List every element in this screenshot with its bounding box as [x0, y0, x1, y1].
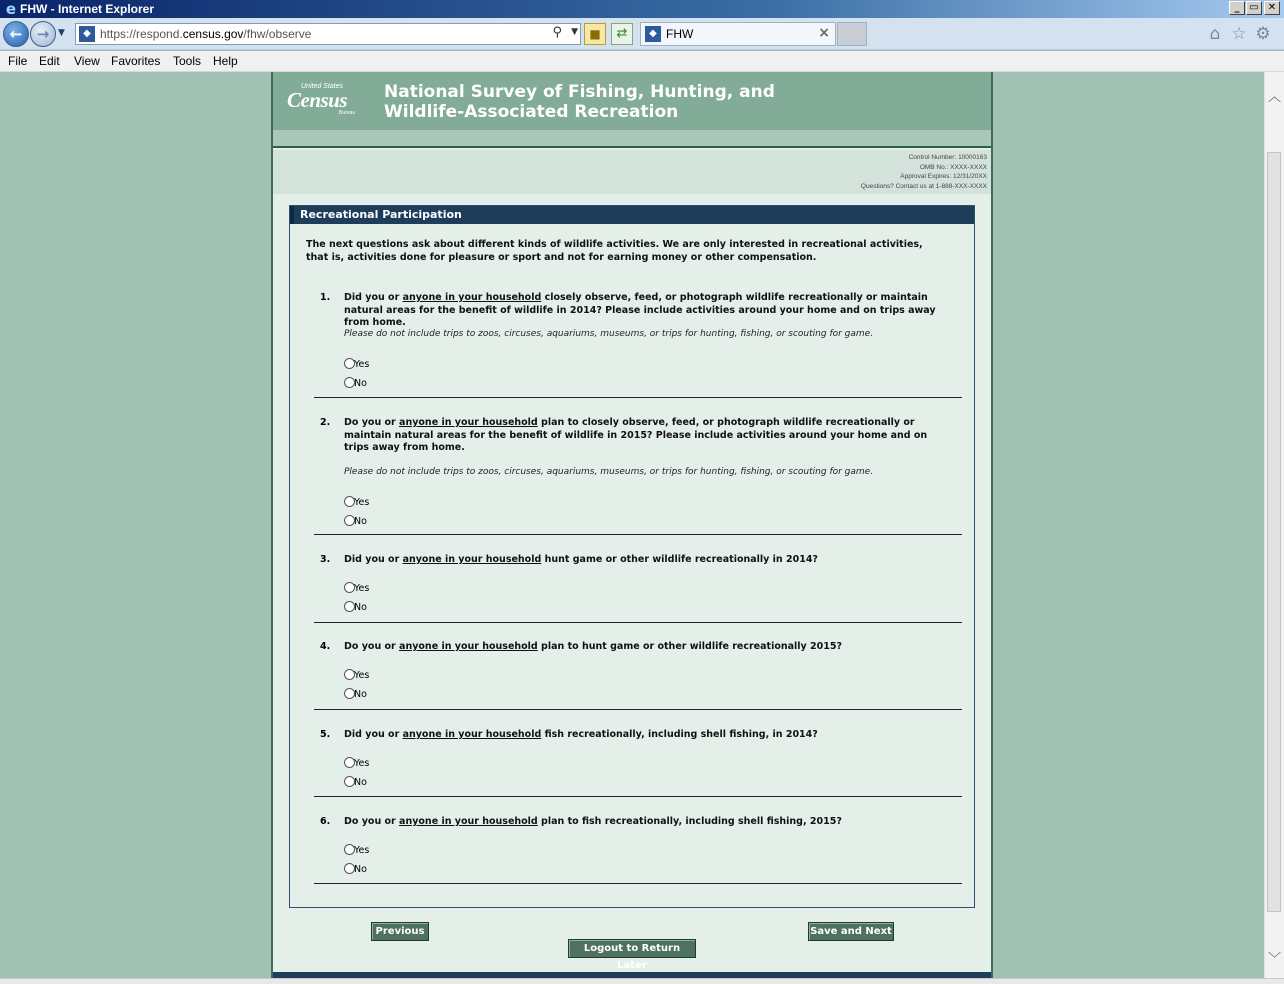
home-icon[interactable]: ⌂: [1209, 24, 1221, 44]
url-text[interactable]: https://respond.census.gov/fhw/observe: [100, 27, 312, 41]
question-divider: [314, 709, 962, 710]
menu-bar: [0, 51, 1284, 72]
address-bar-row: [0, 18, 1284, 50]
status-strip: [0, 978, 1284, 984]
survey-title: National Survey of Fishing, Hunting, and Wildlife-Associated Recreation: [384, 82, 775, 122]
scrollbar-thumb[interactable]: [1267, 152, 1281, 912]
logout-button[interactable]: Logout to Return Later: [568, 939, 696, 958]
question-text: Do you or anyone in your household plan to hunt game or other wildlife recreationally 2015?: [344, 641, 843, 652]
window-title-bar: [0, 0, 1284, 18]
census-logo: United States Census Bureau: [287, 83, 356, 116]
scroll-down-icon[interactable]: ﹀: [1268, 952, 1282, 967]
question-note: Please do not include trips to zoos, circuses, aquariums, museums, or trips for hunting, fishing, or scouting for game.: [344, 467, 874, 477]
question-text: Did you or anyone in your household fish recreationally, including shell fishing, in 2014?: [344, 729, 818, 740]
question-divider: [314, 883, 962, 884]
control-number: Control Number: 10000163: [908, 154, 987, 161]
menu-file[interactable]: File: [8, 54, 28, 68]
menu-tools[interactable]: Tools: [173, 54, 202, 68]
address-bar[interactable]: [75, 23, 581, 45]
question-note: Please do not include trips to zoos, circuses, aquariums, museums, or trips for hunting, fishing, or scouting for game.: [344, 329, 874, 339]
address-dropdown-icon[interactable]: ▼: [571, 27, 578, 37]
question-text: Do you or anyone in your household plan to closely observe, feed, or photograph wildlife recreationally or maintain natural areas for the benefit of wildlife in 2015? Please include activities around your home and on trips away from home.: [344, 417, 928, 453]
question-divider: [314, 622, 962, 623]
lock-icon[interactable]: ■: [584, 23, 606, 45]
forward-button[interactable]: [30, 21, 56, 47]
section-intro: The next questions ask about different kinds of wildlife activities. We are only interested in recreational activities, that is, activities done for pleasure or sport and not for earning money or other compensation.: [306, 239, 923, 263]
scroll-up-icon[interactable]: ︿: [1268, 90, 1282, 105]
refresh-icon[interactable]: ⇄: [611, 23, 633, 45]
menu-help[interactable]: Help: [213, 54, 238, 68]
recreational-participation-section: Recreational Participation The next questions ask about different kinds of wildlife activities. We are only interested in recreational activities, that is, activities done for pleasure or sport and not for earning money or other compensation. 1. Did you or anyone in your household closely observe, feed, or photograph wildlife recreationally or maintain natural areas for the benefit of wildlife in 2014? Please include activities around your home and on trips away from home. Please do not include trips to zoos, circuses, aquariums, museums, or trips for hunting, fishing, or scouting for game. Yes No 2. Do you or anyone in your household plan to closely observe, feed, or photograph wildlife recreationally or maintain natural areas for the benefit of wildlife in 2015? Please include activities around your home and on trips away from home. Please do not include trips to zoos, circuses, aquariums, museums, or trips for hunting, fishing, or scouting for game. Yes No 3. Did you or anyone in your household hunt game or other wildlife recreationally in 2014? Yes No 4. Do you or anyone in your household plan to hunt game or other wildlife recreationally 2015? Yes No 5. Did you or anyone in your household fish recreationally, including shell fishing, in 2014? Yes No 6. Do you or anyone in your household plan to fish recreationally, including shell fishing, 2015? Yes No: [289, 205, 975, 908]
menu-edit[interactable]: Edit: [39, 54, 60, 68]
question-text: Did you or anyone in your household hunt game or other wildlife recreationally in 2014?: [344, 554, 818, 565]
restore-button[interactable]: ▭: [1246, 1, 1262, 15]
back-button[interactable]: [3, 21, 29, 47]
favorites-star-icon[interactable]: ☆: [1231, 24, 1247, 44]
forward-arrow-icon: →: [36, 25, 50, 43]
omb-number: OMB No.: XXXX-XXXX: [919, 163, 987, 171]
header-strip: [273, 130, 991, 148]
search-icon[interactable]: ⚲: [552, 25, 562, 40]
survey-page: [271, 72, 993, 978]
site-favicon-icon: ◆: [79, 26, 95, 42]
approval-expires: Approval Expires: 12/31/20XX: [900, 173, 987, 180]
new-tab-button[interactable]: [837, 22, 867, 46]
gear-icon[interactable]: ⚙: [1255, 24, 1271, 44]
close-tab-icon[interactable]: ×: [818, 25, 830, 41]
previous-button[interactable]: Previous: [371, 922, 429, 941]
header-banner: [273, 72, 991, 130]
tab-title: FHW: [666, 27, 694, 41]
window-title: FHW - Internet Explorer: [20, 2, 155, 16]
tab-fhw[interactable]: [640, 22, 836, 46]
back-arrow-icon: ←: [9, 25, 23, 43]
close-window-button[interactable]: ✕: [1264, 1, 1280, 15]
survey-meta-info: [273, 150, 991, 194]
section-title: Recreational Participation: [290, 206, 974, 224]
question-text: Did you or anyone in your household closely observe, feed, or photograph wildlife recreationally or maintain natural areas for the benefit of wildlife in 2014? Please include activities around your home and on trips away from home.: [344, 292, 936, 328]
contact-info: Questions? Contact us at 1-888-XXX-XXXX: [860, 182, 987, 190]
tab-favicon-icon: ◆: [645, 26, 661, 42]
vertical-scrollbar[interactable]: [1264, 72, 1284, 978]
save-and-next-button[interactable]: Save and Next: [808, 922, 894, 941]
question-divider: [314, 397, 962, 398]
history-dropdown-icon[interactable]: ▼: [58, 28, 65, 38]
menu-view[interactable]: View: [74, 54, 100, 68]
minimize-button[interactable]: _: [1229, 1, 1245, 15]
question-divider: [314, 534, 962, 535]
menu-favorites[interactable]: Favorites: [111, 54, 161, 68]
question-text: Do you or anyone in your household plan to fish recreationally, including shell fishing, 2015?: [344, 816, 842, 827]
internet-explorer-icon: e: [5, 0, 17, 18]
question-divider: [314, 796, 962, 797]
